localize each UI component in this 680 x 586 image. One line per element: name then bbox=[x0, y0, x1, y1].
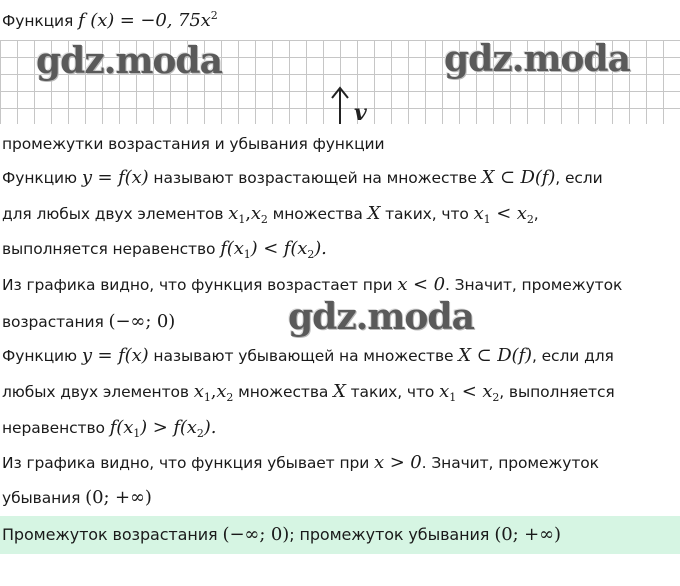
dec-def-line-3: неравенство $f(x_1) > f(x_2)$. bbox=[2, 417, 217, 440]
watermark: gdz.moda bbox=[444, 38, 630, 80]
inc-def-line-3: выполняется неравенство $f(x_1) < f(x_2)$. bbox=[2, 238, 327, 261]
watermark: gdz.moda bbox=[288, 296, 474, 338]
dec-interval-line: убывания (0; +∞) bbox=[2, 487, 152, 508]
dec-def-line-1: Функцию y = f(x) называют убывающей на множестве X ⊂ D(f), если для bbox=[2, 345, 614, 366]
title-prefix: Функция bbox=[2, 12, 79, 30]
function-title bbox=[2, 6, 218, 31]
watermark: gdz.moda bbox=[36, 40, 222, 82]
inc-graph-line: Из графика видно, что функция возрастает при x < 0. Значит, промежуток bbox=[2, 274, 623, 295]
heading: промежутки возрастания и убывания функции bbox=[2, 135, 385, 153]
dec-graph-line: Из графика видно, что функция убывает при x > 0. Значит, промежуток bbox=[2, 452, 599, 473]
inc-def-line-1: Функцию y = f(x) называют возрастающей на множестве X ⊂ D(f), если bbox=[2, 167, 603, 188]
title-formula: f (x) = −0, 75x bbox=[78, 10, 211, 31]
title-exponent: 2 bbox=[210, 9, 218, 22]
dec-def-line-2: любых двух элементов $x_1,x_2$ множества X таких, что $x_1 < x_2$, выполняется bbox=[2, 381, 615, 404]
inc-interval-line: возрастания (−∞; 0) bbox=[2, 311, 176, 332]
inc-def-line-2: для любых двух элементов $x_1,x_2$ множества X таких, что $x_1 < x_2$, bbox=[2, 203, 539, 226]
graph-letter: v bbox=[354, 100, 367, 126]
answer-line: Промежуток возрастания (−∞; 0); промежуток убывания (0; +∞) bbox=[2, 524, 561, 545]
